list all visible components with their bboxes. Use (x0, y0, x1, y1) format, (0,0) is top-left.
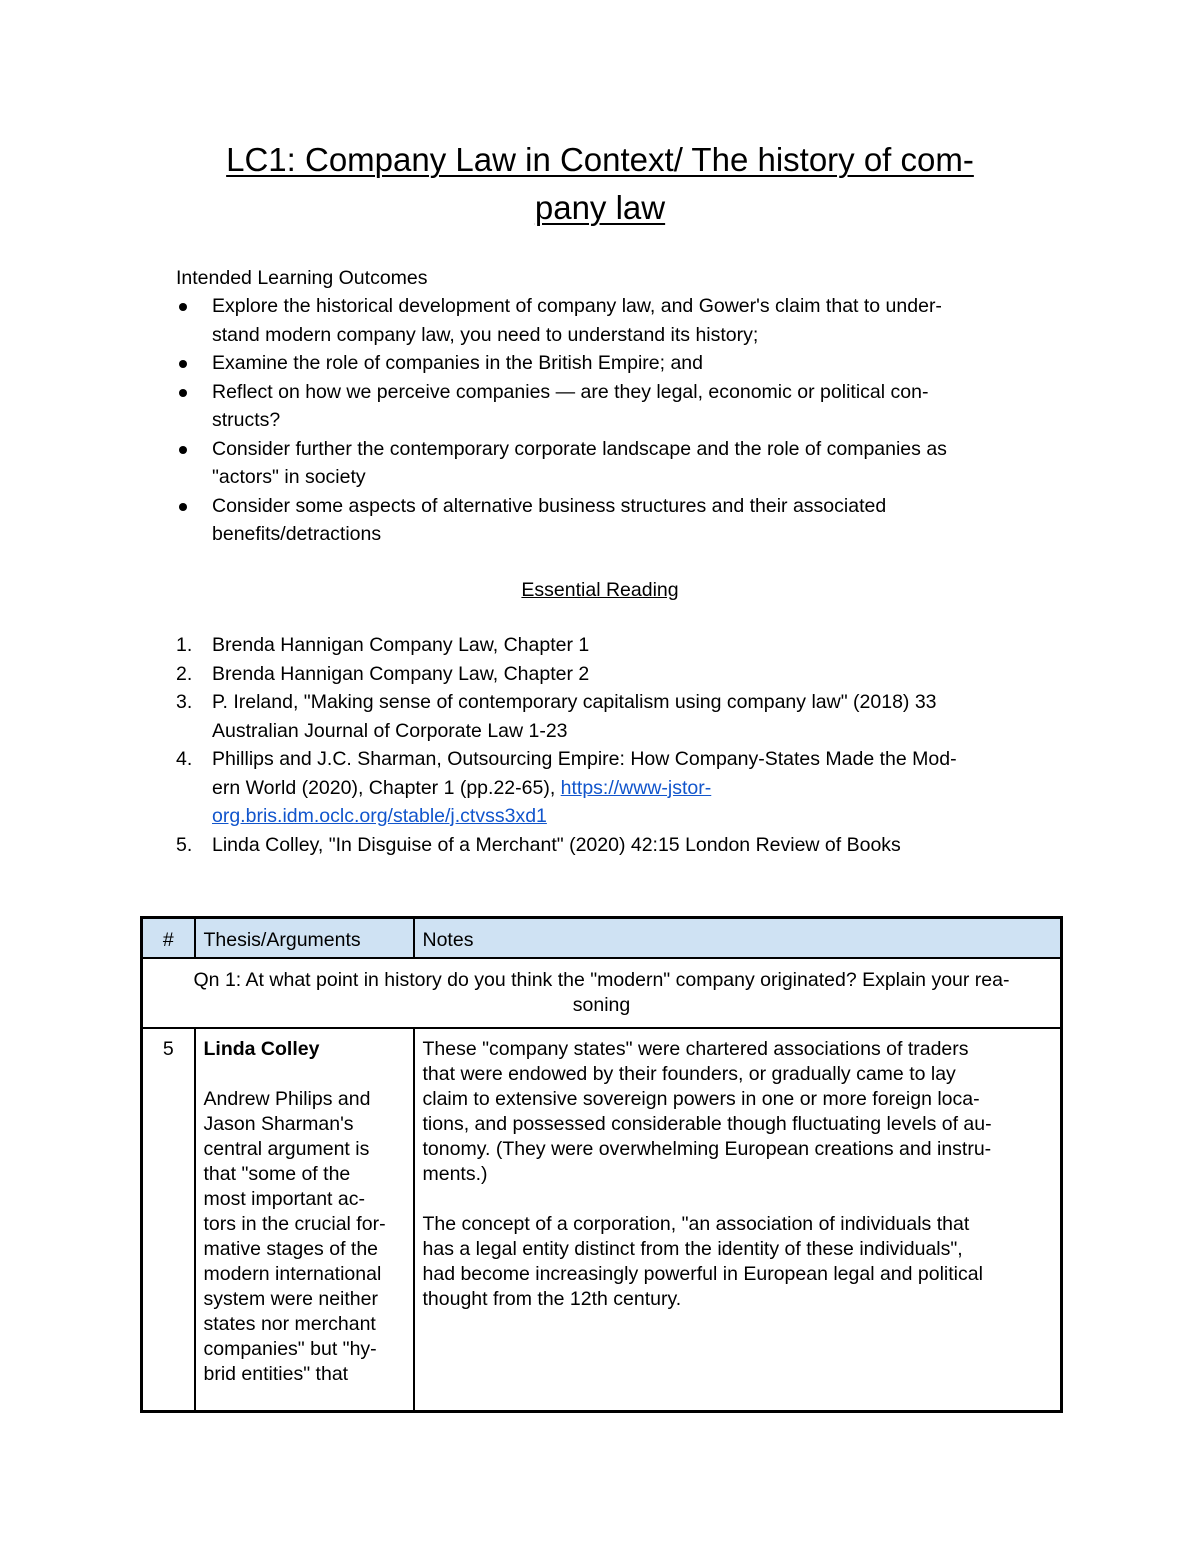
column-header-number: # (142, 918, 195, 958)
row-number: 5 (142, 1028, 195, 1412)
page-title (140, 136, 1060, 232)
learning-outcomes-heading: Intended Learning Outcomes (176, 267, 428, 289)
thesis-author: Linda Colley (203, 1037, 320, 1060)
notes-table (140, 916, 1063, 1413)
bullet-icon (179, 446, 187, 454)
bullet-icon (179, 389, 187, 397)
list-number: 4. (176, 748, 193, 770)
question-row (142, 958, 1062, 1028)
list-item: Examine the role of companies in the British Empire; and (176, 349, 1036, 378)
list-item: 2. Brenda Hannigan Company Law, Chapter 2 (176, 660, 1036, 689)
list-item: 4. Phillips and J.C. Sharman, Outsourcing Empire: How Company-States Made the Mod- ern World (2020), Chapter 1 (pp.22-65), https://www-jstor- org.bris.idm.oclc.org/stable/j.ctvss3xd1 (176, 745, 1036, 831)
column-header-thesis: Thesis/Arguments (195, 918, 414, 958)
notes-cell: These "company states" were chartered associations of traders that were endowed by their founders, or gradually came to lay claim to extensive sovereign powers in one or more foreign loca- tions, and possessed considerable though fluctuating levels of au- tonomy. (They were overwhelming European creations and instru- ments.) The concept of a corporation, "an association of individuals that has a legal entity distinct from the identity of these individuals", had become increasingly powerful in European legal and political thought from the 12th century. (414, 1028, 1062, 1412)
bullet-icon (179, 503, 187, 511)
essential-reading-heading: Essential Reading (521, 579, 679, 601)
list-number: 3. (176, 691, 193, 713)
jstor-link-continued[interactable]: org.bris.idm.oclc.org/stable/j.ctvss3xd1 (212, 805, 547, 827)
thesis-cell: Linda Colley Andrew Philips and Jason Sharman's central argument is that "some of the most important ac- tors in the crucial for- mative stages of the modern international system were neither states nor merchant companies" but "hy- brid entities" that (195, 1028, 414, 1412)
table-row (142, 1028, 1062, 1412)
list-item: Reflect on how we perceive companies — are they legal, economic or political con- structs? (176, 378, 1036, 435)
list-number: 5. (176, 833, 193, 856)
list-item: Consider some aspects of alternative business structures and their associated benefits/detractions (176, 492, 1036, 549)
column-header-notes: Notes (414, 918, 1062, 958)
list-item: Explore the historical development of company law, and Gower's claim that to under- stand modern company law, you need to understand its history; (176, 292, 1036, 349)
question-cell: Qn 1: At what point in history do you think the "modern" company originated? Explain your rea- soning (142, 958, 1062, 1028)
title-line-1: LC1: Company Law in Context/ The history of com- (226, 141, 974, 178)
list-item: 1. Brenda Hannigan Company Law, Chapter 1 (176, 631, 1036, 660)
list-item: Consider further the contemporary corporate landscape and the role of companies as "actors" in society (176, 435, 1036, 492)
essential-reading-list (176, 631, 1036, 859)
bullet-icon (179, 360, 187, 368)
list-number: 1. (176, 634, 193, 656)
list-item: 3. P. Ireland, "Making sense of contemporary capitalism using company law" (2018) 33 Australian Journal of Corporate Law 1-23 (176, 688, 1036, 745)
jstor-link[interactable]: https://www-jstor- (560, 776, 712, 799)
bullet-icon (179, 303, 187, 311)
learning-outcomes-list (176, 292, 1036, 549)
table-header-row (142, 918, 1062, 958)
list-item: 5. Linda Colley, "In Disguise of a Merchant" (2020) 42:15 London Review of Books (176, 831, 1036, 860)
list-number: 2. (176, 662, 193, 685)
title-line-2: pany law (534, 189, 666, 226)
